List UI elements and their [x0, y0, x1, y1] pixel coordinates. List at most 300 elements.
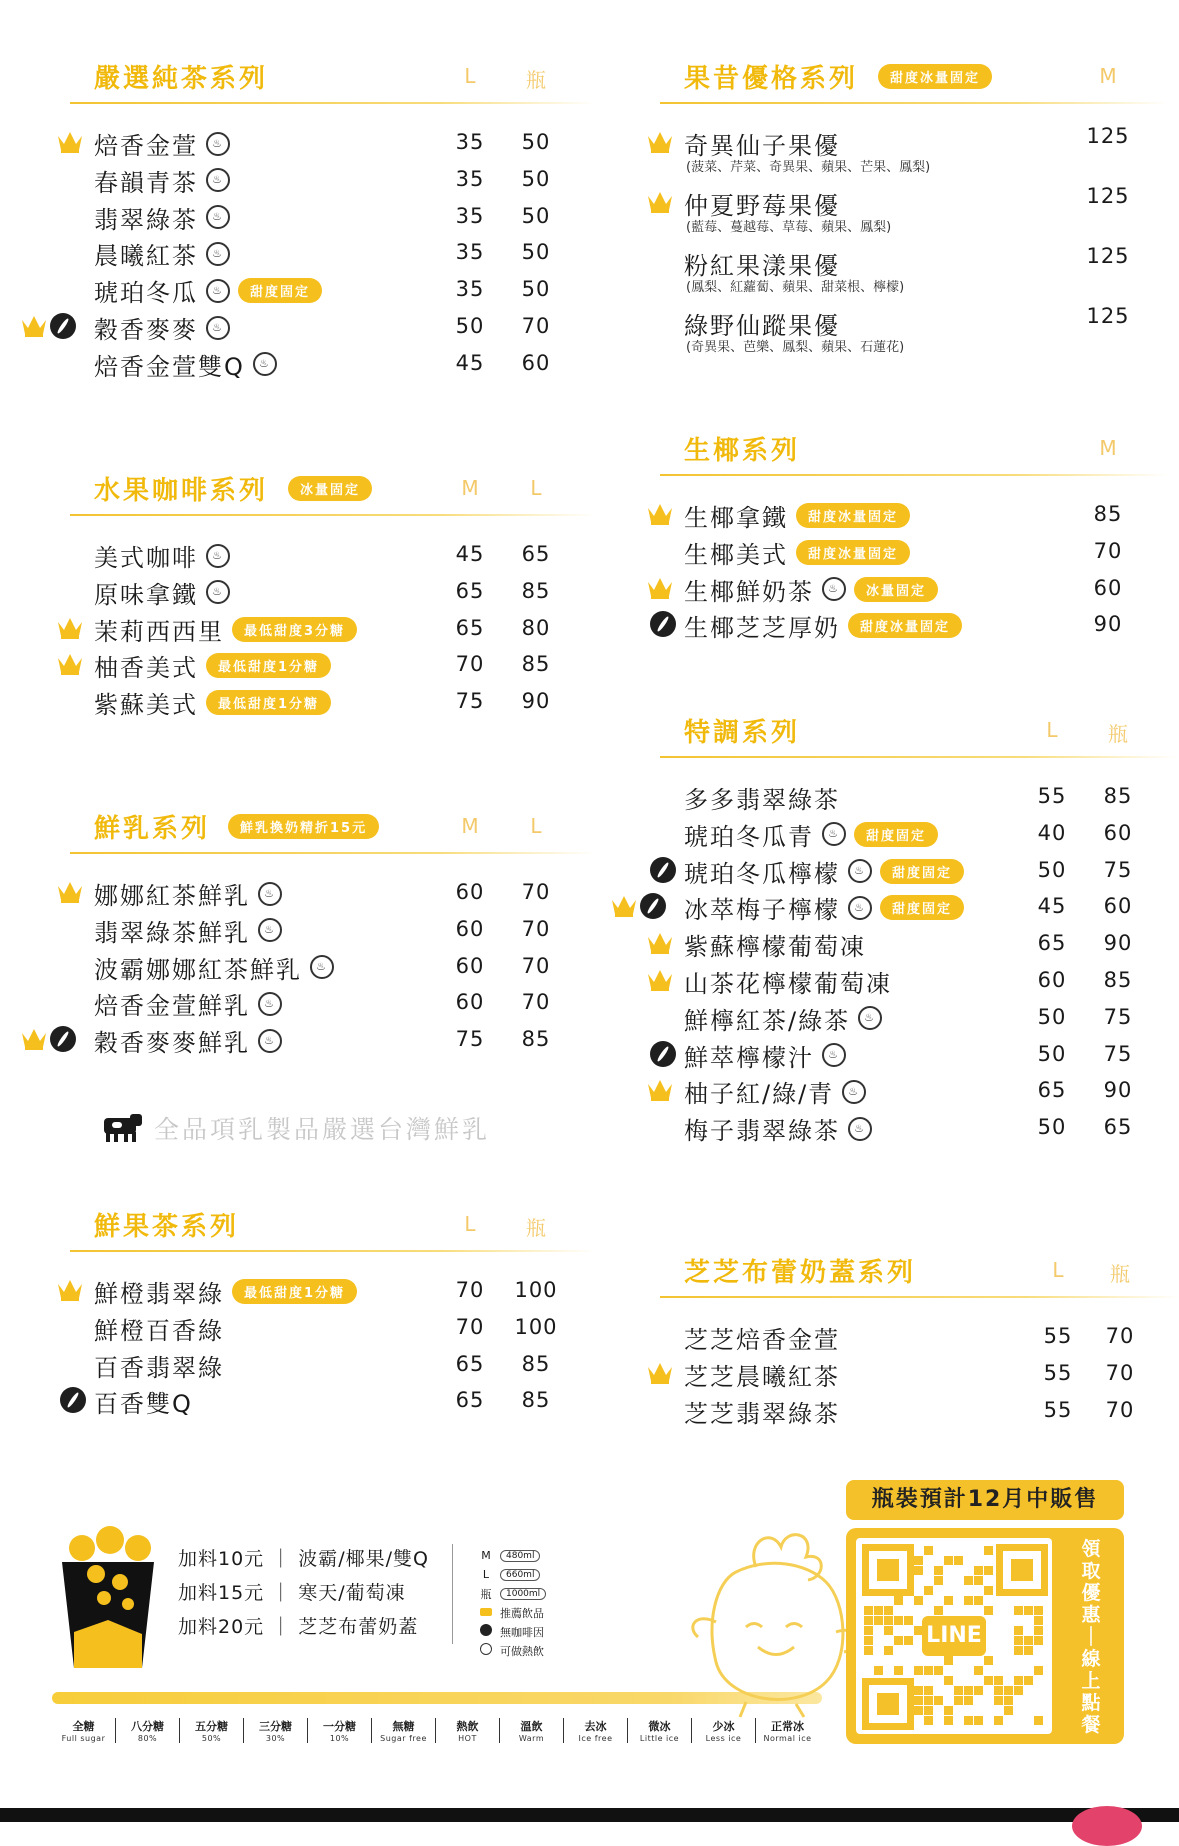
item-price: 65: [1037, 1078, 1067, 1103]
item-name: 琥珀冬瓜檸檬: [684, 859, 840, 888]
menu-item[interactable]: [20, 1346, 560, 1382]
item-name-group: [684, 1074, 866, 1109]
item-name: 翡翠綠茶: [94, 205, 198, 234]
menu-item[interactable]: [610, 496, 1170, 532]
qr-module: [914, 1706, 923, 1715]
section-header: [610, 50, 1170, 102]
section-rule: [70, 514, 596, 516]
item-name-group: [684, 608, 962, 643]
qr-module: [964, 1596, 973, 1605]
item-price: 65: [1037, 931, 1067, 956]
item-name: 晨曦紅茶: [94, 242, 198, 271]
menu-item[interactable]: [610, 533, 1170, 569]
menu-item[interactable]: [610, 1355, 1170, 1391]
qr-module: [914, 1556, 923, 1565]
qr-module: [1034, 1606, 1043, 1615]
hot-icon: ♨: [206, 316, 230, 340]
section-header: [20, 50, 560, 102]
item-name: 紫蘇檸檬葡萄凍: [684, 933, 866, 962]
qr-module: [994, 1676, 1003, 1685]
crown-icon: [646, 966, 674, 992]
section-rule: [660, 756, 1178, 758]
menu-item[interactable]: [610, 999, 1170, 1035]
item-price: 70: [455, 1278, 485, 1302]
addon-15: 加料15元 ｜ 寒天/葡萄凍: [178, 1582, 406, 1604]
item-name-group: [94, 1023, 282, 1058]
qr-module: [864, 1646, 873, 1655]
hot-icon: [480, 1643, 492, 1655]
item-price: 45: [1037, 894, 1067, 919]
section-rule: [70, 852, 596, 854]
crown-icon: [646, 929, 674, 955]
menu-item[interactable]: [610, 244, 1170, 295]
item-price: 65: [455, 1388, 485, 1413]
crown-icon: [646, 188, 674, 214]
item-price: 35: [455, 277, 485, 302]
crown-icon: [646, 128, 674, 154]
scale-item: 無糖 Sugar free: [372, 1718, 436, 1743]
hot-icon: ♨: [258, 918, 282, 942]
size-header: L: [464, 64, 476, 88]
item-badge: 最低甜度1分糖: [232, 1279, 357, 1304]
section-badge: 冰量固定: [288, 476, 372, 501]
size-header: 瓶: [1108, 722, 1128, 746]
item-price: 50: [521, 130, 551, 154]
qr-module: [974, 1576, 983, 1585]
footer: [0, 1487, 1179, 1822]
qr-module: [874, 1616, 883, 1625]
item-name: 芝芝焙香金萱: [684, 1326, 840, 1354]
menu-item[interactable]: [20, 610, 560, 646]
menu-item[interactable]: [610, 888, 1170, 924]
item-price: 50: [1037, 1004, 1067, 1029]
item-price: 60: [521, 350, 551, 375]
item-badge: 最低甜度1分糖: [206, 690, 331, 715]
qr-module: [1014, 1646, 1023, 1655]
line-logo-icon: LINE: [922, 1616, 986, 1656]
item-name-group: [94, 163, 230, 198]
item-name: 焙香金萱鮮乳: [94, 992, 250, 1021]
section-title: 特調系列: [684, 718, 801, 748]
addon-10: 加料10元 ｜ 波霸/椰果/雙Q: [178, 1548, 430, 1570]
hot-icon: ♨: [822, 822, 846, 846]
section-title: 鮮乳系列: [94, 814, 211, 844]
hot-icon: ♨: [206, 168, 230, 192]
menu-item[interactable]: [20, 234, 560, 270]
qr-module: [1034, 1626, 1043, 1635]
item-name-group: [94, 347, 277, 382]
qr-module: [884, 1626, 893, 1635]
item-price: 55: [1043, 1360, 1073, 1385]
qr-module: [954, 1686, 963, 1695]
item-price: 55: [1043, 1324, 1073, 1348]
item-name: 奇異仙子果優: [684, 132, 840, 160]
cow-icon: [100, 1114, 144, 1142]
qr-module: [934, 1576, 943, 1585]
item-name: 生椰鮮奶茶: [684, 577, 814, 606]
qr-module: [1014, 1676, 1023, 1685]
item-name: 生椰拿鐵: [684, 504, 788, 532]
menu-item[interactable]: [20, 1309, 560, 1345]
menu-item[interactable]: [20, 683, 560, 719]
section-header: [20, 800, 560, 852]
hot-icon: ♨: [206, 279, 230, 303]
divider: [452, 1544, 453, 1644]
item-name: 百香雙Q: [94, 1390, 193, 1419]
item-price: 50: [455, 314, 485, 338]
section-header: [20, 1198, 560, 1250]
qr-module: [1024, 1636, 1033, 1645]
qr-module: [894, 1616, 903, 1625]
menu-item[interactable]: [20, 536, 560, 572]
item-price: 60: [1037, 968, 1067, 992]
item-name-group: [94, 950, 334, 985]
crown-icon: [646, 1076, 674, 1102]
qr-module: [984, 1586, 993, 1595]
item-price: 85: [1103, 784, 1133, 808]
menu-item[interactable]: [20, 271, 560, 307]
item-price: 85: [1093, 502, 1123, 526]
menu-item[interactable]: [20, 948, 560, 984]
menu-item[interactable]: [610, 304, 1170, 355]
item-price: 60: [1103, 820, 1133, 845]
item-price: 75: [455, 1027, 485, 1052]
menu-item[interactable]: [610, 184, 1170, 235]
size-header: L: [530, 814, 542, 838]
item-name-group: [94, 986, 282, 1021]
qr-module: [864, 1606, 873, 1615]
qr-module: [864, 1616, 873, 1625]
item-price: 55: [1043, 1397, 1073, 1422]
crown-icon: [56, 614, 84, 640]
section-header: [610, 1244, 1170, 1296]
item-badge: 甜度冰量固定: [796, 503, 910, 528]
item-name: 粉紅果漾果優: [684, 252, 840, 280]
hot-icon: ♨: [206, 205, 230, 229]
menu-item[interactable]: [20, 874, 560, 910]
hot-icon: ♨: [258, 1029, 282, 1053]
menu-item[interactable]: [610, 815, 1170, 851]
item-price: 100: [514, 1314, 558, 1339]
scale-item: 去冰 Ice free: [564, 1718, 628, 1743]
item-name-group: [684, 1111, 872, 1146]
menu-item[interactable]: [20, 1021, 560, 1057]
item-name: 波霸娜娜紅茶鮮乳: [94, 955, 302, 984]
qr-module: [974, 1596, 983, 1605]
menu-item[interactable]: [610, 962, 1170, 998]
qr-module: [944, 1556, 953, 1565]
qr-module: [924, 1716, 933, 1725]
section-title: 芝芝布蕾奶蓋系列: [684, 1258, 917, 1288]
legend-hot: 可做熱飲: [478, 1641, 546, 1660]
qr-module: [894, 1596, 903, 1605]
qr-module: [954, 1556, 963, 1565]
item-name: 穀香麥麥: [94, 316, 198, 344]
item-price: 60: [1093, 575, 1123, 600]
menu-item[interactable]: [610, 925, 1170, 961]
item-price: 55: [1037, 784, 1067, 808]
item-price: 90: [1103, 931, 1133, 956]
item-price: 65: [455, 615, 485, 640]
qr-module: [984, 1566, 993, 1575]
crown-icon: [56, 650, 84, 676]
qr-module: [864, 1636, 873, 1645]
menu-item[interactable]: [610, 1318, 1170, 1354]
item-name-group: [94, 310, 230, 345]
hot-icon: ♨: [848, 1117, 872, 1141]
crown-icon: [610, 892, 638, 918]
item-name: 芝芝翡翠綠茶: [684, 1399, 840, 1428]
item-name-group: [684, 1320, 840, 1355]
item-description: (奇異果、芭樂、鳳梨、蘋果、石蓮花): [686, 340, 905, 355]
qr-module: [874, 1666, 883, 1675]
menu-item[interactable]: [610, 852, 1170, 888]
item-name: 紫蘇美式: [94, 691, 198, 720]
size-header: L: [1052, 1258, 1064, 1282]
scale-item: 八分糖 80%: [116, 1718, 180, 1743]
item-price: 50: [521, 277, 551, 302]
qr-module: [994, 1716, 1003, 1725]
item-price: 90: [1093, 612, 1123, 637]
menu-item[interactable]: [20, 198, 560, 234]
item-price: 100: [514, 1278, 558, 1302]
item-price: 70: [521, 990, 551, 1015]
item-price: 125: [1086, 244, 1130, 268]
item-price: 70: [455, 652, 485, 677]
item-name: 多多翡翠綠茶: [684, 786, 840, 814]
qr-module: [974, 1686, 983, 1695]
qr-module: [924, 1706, 933, 1715]
qr-module: [964, 1716, 973, 1725]
section-coconut: [610, 422, 1170, 662]
item-price: 65: [521, 542, 551, 566]
qr-module: [924, 1686, 933, 1695]
item-name: 茉莉西西里: [94, 617, 224, 646]
qr-module: [994, 1696, 1003, 1705]
cup-logo-icon: [58, 1522, 158, 1672]
item-name-group: [94, 1274, 357, 1309]
item-name-group: [94, 648, 331, 683]
addon-list: [178, 1544, 429, 1646]
promo-title: 瓶裝預計12月中販售: [846, 1480, 1124, 1520]
qr-module: [924, 1546, 933, 1555]
section-title: 果昔優格系列: [684, 64, 859, 94]
item-price: 60: [455, 916, 485, 941]
qr-module: [974, 1716, 983, 1725]
qr-module: [914, 1696, 923, 1705]
size-header: L: [464, 1212, 476, 1236]
qr-module: [914, 1566, 923, 1575]
item-name-group: [684, 1357, 840, 1392]
qr-module: [994, 1686, 1003, 1695]
size-header: M: [461, 814, 479, 838]
item-price: 85: [521, 1351, 551, 1376]
item-price: 125: [1086, 304, 1130, 328]
item-price: 125: [1086, 184, 1130, 208]
menu-item[interactable]: [610, 570, 1170, 606]
item-badge: 甜度冰量固定: [848, 613, 962, 638]
item-badge: 甜度固定: [880, 895, 964, 920]
item-name: 山茶花檸檬葡萄凍: [684, 970, 892, 998]
crown-icon: [646, 1359, 674, 1385]
item-badge: 甜度冰量固定: [796, 540, 910, 565]
qr-module: [944, 1656, 953, 1665]
menu-item[interactable]: [20, 345, 560, 381]
item-price: 50: [1037, 1115, 1067, 1140]
legend-recommend: 推薦飲品: [478, 1603, 546, 1622]
crown-icon: [56, 878, 84, 904]
qr-module: [924, 1586, 933, 1595]
section-pure-tea: [20, 50, 560, 430]
item-name-group: [94, 575, 230, 610]
item-name: 生椰芝芝厚奶: [684, 614, 840, 643]
qr-module: [944, 1706, 953, 1715]
menu-item[interactable]: [20, 124, 560, 160]
promo-vertical-text: 領取優惠｜線上點餐: [1081, 1538, 1101, 1736]
item-badge: 最低甜度3分糖: [232, 617, 357, 642]
qr-box[interactable]: [846, 1528, 1124, 1744]
item-name-group: [684, 1038, 846, 1073]
qr-module: [964, 1686, 973, 1695]
menu-item[interactable]: [20, 1382, 560, 1418]
section-title: 生椰系列: [684, 436, 801, 466]
item-price: 85: [1103, 968, 1133, 992]
item-name: 原味拿鐵: [94, 580, 198, 609]
qr-module: [1014, 1606, 1023, 1615]
menu-item[interactable]: [610, 1109, 1170, 1145]
item-price: 45: [455, 542, 485, 566]
menu-item[interactable]: [20, 646, 560, 682]
scale-item: 熱飲 HOT: [436, 1718, 500, 1743]
scale-item: 全糖 Full sugar: [52, 1718, 116, 1743]
qr-module: [1034, 1616, 1043, 1625]
item-name: 生椰美式: [684, 540, 788, 569]
item-name: 仲夏野莓果優: [684, 192, 840, 220]
qr-module: [934, 1666, 943, 1675]
menu-item[interactable]: [20, 308, 560, 344]
item-badge: 甜度固定: [854, 822, 938, 847]
qr-module: [1014, 1686, 1023, 1695]
item-price: 50: [521, 166, 551, 191]
qr-module: [944, 1676, 953, 1685]
item-price: 70: [521, 953, 551, 978]
qr-module: [1024, 1676, 1033, 1685]
hot-icon: ♨: [206, 544, 230, 568]
qr-module: [914, 1686, 923, 1695]
item-price: 35: [455, 240, 485, 265]
menu-item[interactable]: [610, 124, 1170, 175]
menu-item[interactable]: [610, 778, 1170, 814]
hot-icon: ♨: [848, 896, 872, 920]
item-name-group: [684, 817, 938, 852]
item-price: 45: [455, 350, 485, 375]
item-badge: 甜度固定: [880, 859, 964, 884]
scale-item: 五分糖 50%: [180, 1718, 244, 1743]
crown-icon: [20, 312, 48, 338]
menu-item[interactable]: [20, 984, 560, 1020]
item-name-group: [94, 1311, 224, 1346]
item-name: 百香翡翠綠: [94, 1353, 224, 1382]
section-rule: [660, 1296, 1179, 1298]
menu-item[interactable]: [20, 161, 560, 197]
item-price: 70: [1093, 538, 1123, 563]
menu-item[interactable]: [610, 1392, 1170, 1428]
hot-icon: ♨: [206, 242, 230, 266]
item-badge: 冰量固定: [854, 577, 938, 602]
item-name-group: [94, 1348, 224, 1383]
item-price: 80: [521, 615, 551, 640]
qr-module: [894, 1636, 903, 1645]
qr-module: [904, 1616, 913, 1625]
legend-size-l: L 660ml: [478, 1565, 546, 1584]
hot-icon: ♨: [822, 1043, 846, 1067]
item-name: 柚香美式: [94, 654, 198, 683]
size-header: M: [461, 476, 479, 500]
item-name-group: [684, 1001, 882, 1036]
item-price: 75: [1103, 1004, 1133, 1029]
menu-item[interactable]: [610, 1036, 1170, 1072]
pink-badge: [1072, 1806, 1142, 1846]
line-qr-code[interactable]: [856, 1538, 1052, 1734]
menu-item[interactable]: [610, 606, 1170, 642]
menu-item[interactable]: [20, 911, 560, 947]
scale-item: 溫飲 Warm: [500, 1718, 564, 1743]
scale-item: 微冰 Little ice: [628, 1718, 692, 1743]
legend: [478, 1546, 546, 1660]
qr-module: [1004, 1686, 1013, 1695]
section-badge: 鮮乳換奶精折15元: [228, 814, 379, 839]
item-price: 85: [521, 1027, 551, 1052]
item-name: 鮮橙翡翠綠: [94, 1280, 224, 1308]
qr-module: [934, 1566, 943, 1575]
item-price: 85: [521, 652, 551, 677]
crown-icon: [56, 1276, 84, 1302]
item-name-group: [684, 535, 910, 570]
bottom-bar: [0, 1808, 1179, 1822]
menu-item[interactable]: [610, 1072, 1170, 1108]
hot-icon: ♨: [206, 132, 230, 156]
qr-module: [964, 1576, 973, 1585]
decaf-icon: [640, 893, 666, 919]
menu-item[interactable]: [20, 1272, 560, 1308]
item-name-group: [684, 572, 938, 607]
crown-icon: [646, 500, 674, 526]
item-name-group: [94, 236, 230, 271]
size-header: L: [530, 476, 542, 500]
item-price: 70: [1105, 1324, 1135, 1348]
scale-item: 少冰 Less ice: [692, 1718, 756, 1743]
section-rule: [660, 102, 1168, 104]
hot-icon: ♨: [258, 992, 282, 1016]
item-name: 焙香金萱: [94, 132, 198, 160]
qr-module: [1014, 1636, 1023, 1645]
section-milk: [20, 800, 560, 1100]
item-price: 40: [1037, 820, 1067, 845]
legend-size-bottle: 瓶 1000ml: [478, 1584, 546, 1603]
item-price: 70: [521, 314, 551, 338]
item-name-group: [684, 1394, 840, 1429]
item-name: 翡翠綠茶鮮乳: [94, 918, 250, 947]
item-name: 春韻青茶: [94, 168, 198, 197]
item-name: 娜娜紅茶鮮乳: [94, 882, 250, 910]
section-header: [610, 704, 1170, 756]
menu-item[interactable]: [20, 573, 560, 609]
qr-module: [884, 1606, 893, 1615]
qr-module: [984, 1546, 993, 1555]
item-name: 琥珀冬瓜: [94, 279, 198, 308]
item-name-group: [94, 612, 357, 647]
scale-item: 正常冰 Normal ice: [763, 1720, 812, 1743]
